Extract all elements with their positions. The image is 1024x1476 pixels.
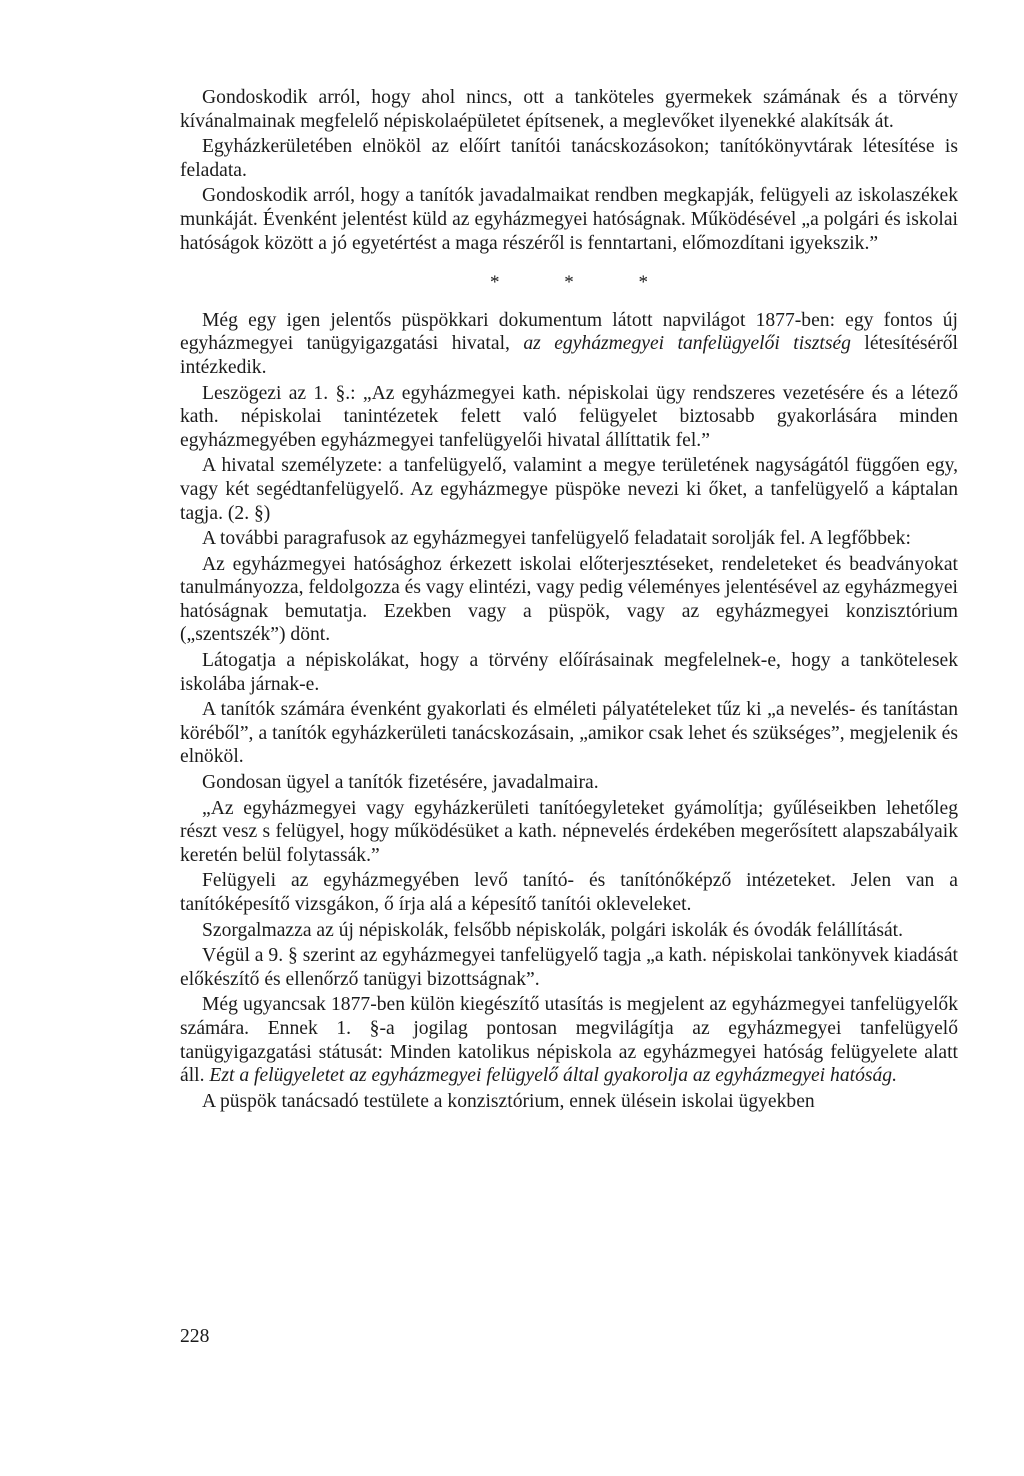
- paragraph-textbooks: Végül a 9. § szerint az egyházmegyei tanfelügyelő tagja „a kath. népiskolai tankönyvek kiadását előkészítő és ellenőrző tanügyi bizottságnak”.: [180, 945, 958, 990]
- supplement-text-before: Még ugyancsak 1877-ben külön kiegészítő utasítás is megjelent az egyházmegyei tanfelügyelők számára. Ennek 1. §-a jogilag pontosan megvilágítja az egyházmegyei tanfelügyelő tanügyigazgatási státusát: Minden katolikus népiskola az egyházmegyei hatóság felügyelete alatt áll.: [180, 994, 958, 1087]
- paragraph-training-institutes: Felügyeli az egyházmegyében levő tanító- és tanítónőképző intézeteket. Jelen van a tanítóképesítő vizsgákon, ő írja alá a képesítő tanítói okleveleket.: [180, 870, 958, 915]
- paragraph-intro-1877: [180, 309, 958, 380]
- section-separator: * * *: [490, 272, 678, 294]
- supplement-text-italic: Ezt a felügyeletet az egyházmegyei felügyelő által gyakorolja az egyházmegyei hatóság.: [209, 1065, 897, 1087]
- intro-text-italic: az egyházmegyei tanfelügyelői tisztség: [523, 333, 851, 355]
- paragraph-staff: A hivatal személyzete: a tanfelügyelő, valamint a megye területének nagyságától függően egy, vagy két segédtanfelügyelő. Az egyházmegye püspöke nevezi ki őket, a tanfelügyelő a káptalan tagja. (2. §): [180, 455, 958, 524]
- intro-text-after: létesítéséről intézkedik.: [180, 333, 958, 378]
- paragraph-salaries: Gondosan ügyel a tanítók fizetésére, javadalmaira.: [202, 772, 599, 794]
- intro-text-before: Még egy igen jelentős püspökkari dokumentum látott napvilágot 1877-ben: egy fontos új egyházmegyei tanügyigazgatási hivatal,: [180, 309, 958, 355]
- page-number: 228: [180, 1326, 210, 1347]
- paragraph-associations: „Az egyházmegyei vagy egyházkerületi tanítóegyleteket gyámolítja; gyűléseikben lehetőleg részt vesz s felügyel, hogy működésüket a kath. népnevelés érdekében megerősített alapszabályaik keretén belül folytassák.”: [180, 797, 958, 866]
- paragraph-consistory: A püspök tanácsadó testülete a konzisztórium, ennek ülésein iskolai ügyekben: [202, 1090, 815, 1112]
- paragraph-duties-intro: A további paragrafusok az egyházmegyei tanfelügyelő feladatait sorolják fel. A legfőbbek:: [202, 528, 911, 550]
- paragraph-teacher-salaries: Gondoskodik arról, hogy a tanítók javadalmaikat rendben megkapják, felügyeli az iskolaszékek munkáját. Évenként jelentést küld az egyházmegyei hatóságnak. Működésével „a polgári és iskolai hatóságok között a jó egyetértést a maga részéről is fenntartani, előmozdítani igyekszik.”: [180, 185, 958, 254]
- paragraph-school-buildings: Gondoskodik arról, hogy ahol nincs, ott a tanköteles gyermekek számának és a törvény kívánalmainak megfelelő népiskolaépületet építsenek, a meglevőket ilyenekké alakítsák át.: [180, 87, 958, 132]
- paragraph-supplement: [180, 993, 958, 1087]
- paragraph-submissions: Az egyházmegyei hatósághoz érkezett iskolai előterjesztéseket, rendeleteket és beadványokat tanulmányozza, feldolgozza és vagy elintézi, vagy pedig véleményes jelentésével az egyházmegyei hatóságnak bemutatja. Ezekben vagy a püspök, vagy az egyházmegyei konzisztórium („szentszék”) dönt.: [180, 553, 958, 646]
- paragraph-new-schools: Szorgalmazza az új népiskolák, felsőbb népiskolák, polgári iskolák és óvodák felállítását.: [202, 919, 904, 941]
- paragraph-visits: Látogatja a népiskolákat, hogy a törvény előírásainak megfelelnek-e, hogy a tankötelesek iskolába járnak-e.: [180, 650, 958, 695]
- paragraph-section-1: Leszögezi az 1. §.: „Az egyházmegyei kath. népiskolai ügy rendszeres vezetésére és a létező kath. népiskolai tanintézetek felett való felügyelet biztosabb gyakorlására minden egyházmegyében egyházmegyei tanfelügyelői hivatal állíttatik fel.”: [180, 382, 958, 451]
- page-body: [180, 86, 958, 1113]
- paragraph-teacher-conferences: Egyházkerületében elnököl az előírt tanítói tanácskozásokon; tanítókönyvtárak létesítése is feladata.: [180, 136, 958, 181]
- paragraph-assignments: A tanítók számára évenként gyakorlati és elméleti pályatételeket tűz ki „a nevelés- és tanítástan köréből”, a tanítók egyházkerületi tanácskozásain, „amikor csak lehet és szükséges”, megjelenik és elnököl.: [180, 699, 958, 768]
